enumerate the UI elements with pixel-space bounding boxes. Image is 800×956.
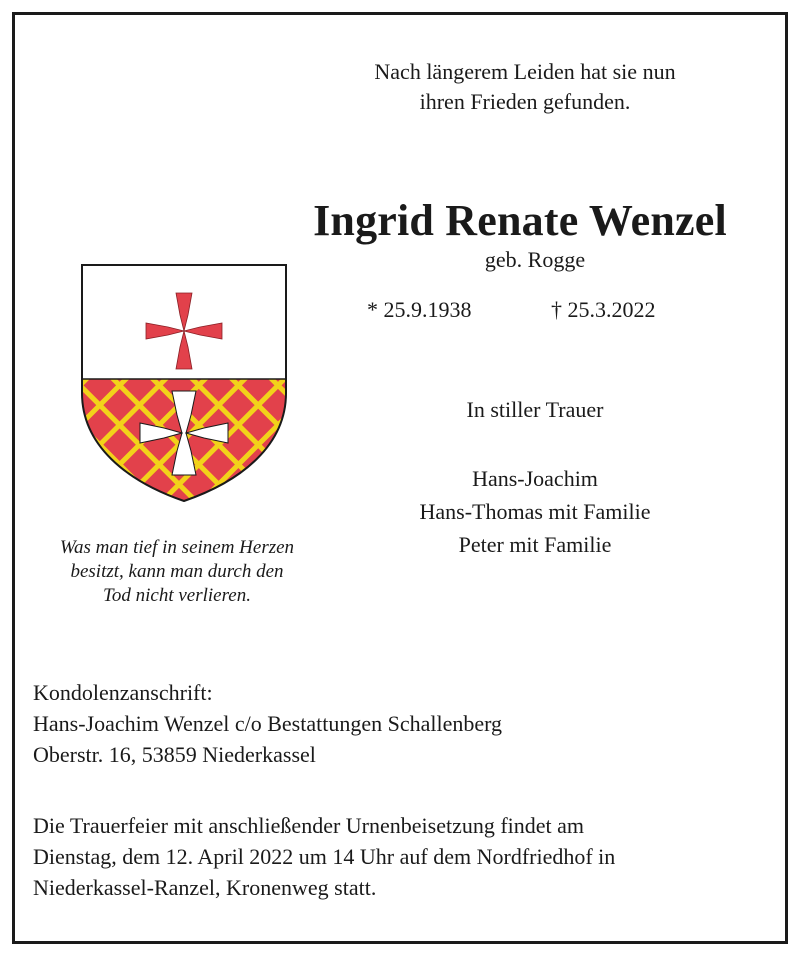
service-line: Dienstag, dem 12. April 2022 um 14 Uhr auf dem Nordfriedhof in bbox=[33, 844, 616, 869]
condolence-address bbox=[33, 677, 502, 770]
mourner: Hans-Joachim bbox=[472, 466, 598, 491]
quote-line: Tod nicht verlieren. bbox=[103, 585, 251, 606]
crest-graphic bbox=[80, 263, 288, 503]
deceased-name: Ingrid Renate Wenzel bbox=[313, 196, 727, 245]
intro-text bbox=[315, 57, 735, 117]
death-date: † 25.3.2022 bbox=[551, 297, 656, 322]
intro-line: ihren Frieden gefunden. bbox=[419, 89, 631, 114]
service-line: Die Trauerfeier mit anschließender Urnenbeisetzung findet am bbox=[33, 813, 585, 838]
service-line: Niederkassel-Ranzel, Kronenweg statt. bbox=[33, 875, 377, 900]
quote-line: Was man tief in seinem Herzen bbox=[59, 537, 295, 558]
funeral-service-info bbox=[33, 810, 773, 903]
quote-line: besitzt, kann man durch den bbox=[70, 561, 284, 582]
mourner: Peter mit Familie bbox=[458, 532, 612, 557]
condolence-heading: Kondolenzanschrift: bbox=[33, 680, 213, 705]
condolence-line: Hans-Joachim Wenzel c/o Bestattungen Schallenberg bbox=[33, 711, 503, 736]
memorial-quote bbox=[27, 536, 327, 608]
coat-of-arms-icon bbox=[80, 263, 288, 508]
maiden-name: geb. Rogge bbox=[484, 247, 586, 272]
obituary-card bbox=[12, 12, 788, 944]
condolence-line: Oberstr. 16, 53859 Niederkassel bbox=[33, 742, 316, 767]
mourners-list bbox=[355, 462, 715, 561]
mourner: Hans-Thomas mit Familie bbox=[419, 499, 651, 524]
mourning-phrase: In stiller Trauer bbox=[466, 397, 604, 422]
birth-date: * 25.9.1938 bbox=[367, 297, 472, 322]
intro-line: Nach längerem Leiden hat sie nun bbox=[374, 59, 676, 84]
